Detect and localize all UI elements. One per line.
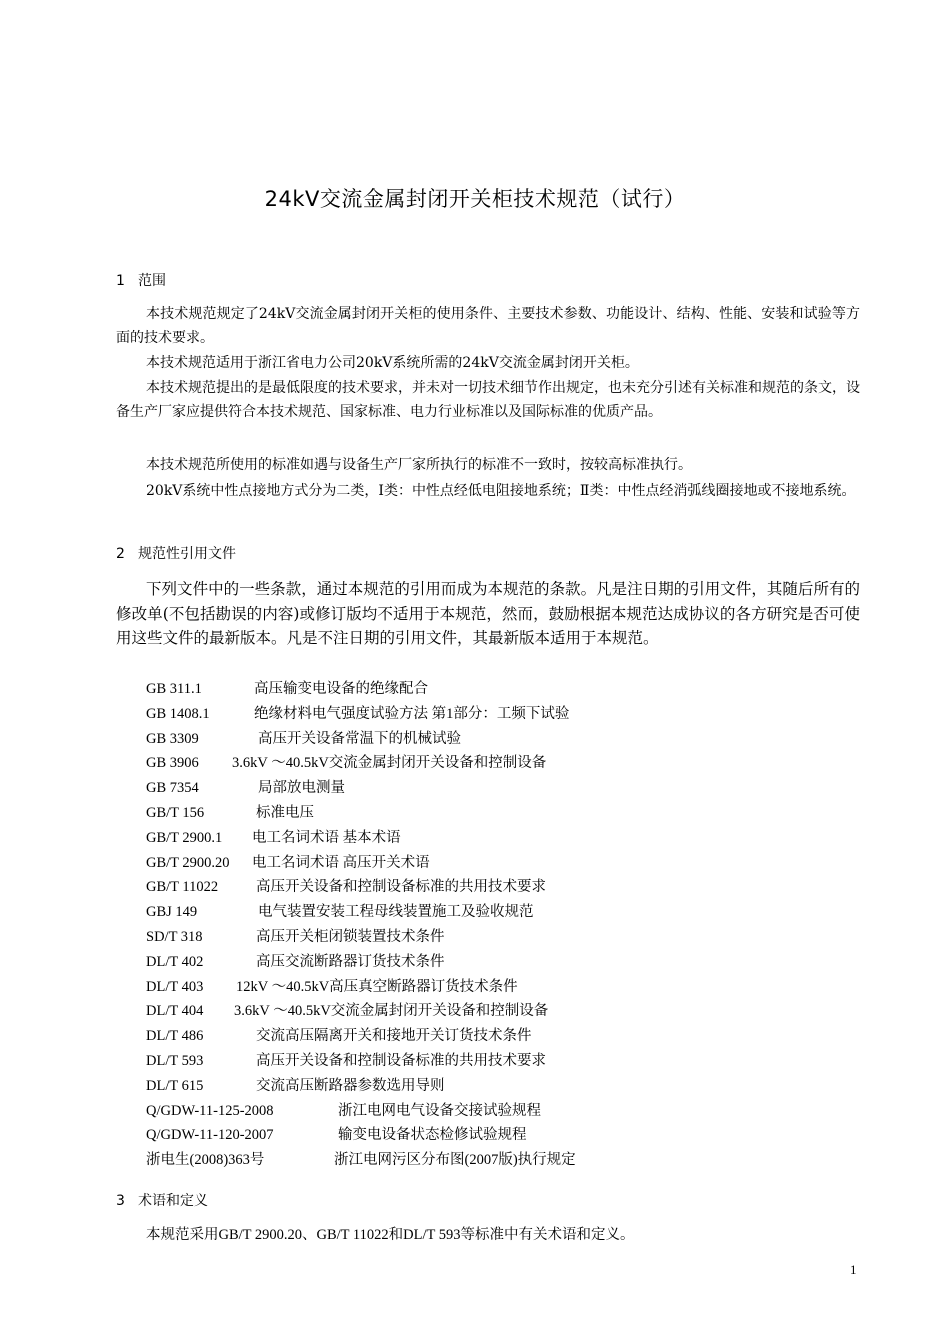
reference-item	[146, 702, 866, 727]
section-heading-scope	[116, 270, 166, 290]
reference-item	[146, 826, 866, 851]
reference-item	[146, 851, 866, 876]
reference-code: DL/T 486	[146, 1028, 204, 1045]
reference-code: Q/GDW-11-125-2008	[146, 1102, 274, 1119]
reference-item	[146, 677, 866, 702]
reference-code: GB/T 156	[146, 804, 205, 821]
reference-name: 输变电设备状态检修试验规程	[338, 1127, 527, 1144]
reference-name: 12kV ～40.5kV高压真空断路器订货技术条件	[236, 978, 518, 995]
reference-code: DL/T 403	[146, 978, 204, 995]
reference-code: GB/T 2900.1	[146, 829, 223, 846]
paragraph: 本技术规范规定了24kV交流金属封闭开关柜的使用条件、主要技术参数、功能设计、结构、性能、安装和试验等方面的技术要求。	[116, 306, 860, 346]
reference-name: 电气装置安装工程母线装置施工及验收规范	[258, 904, 534, 921]
reference-item	[146, 1024, 866, 1049]
reference-item	[146, 999, 866, 1024]
reference-item	[146, 727, 866, 752]
section-number: 2	[116, 546, 125, 562]
reference-code: GBJ 149	[146, 904, 198, 921]
paragraph: 本技术规范适用于浙江省电力公司20kV系统所需的24kV交流金属封闭开关柜。	[146, 355, 639, 371]
reference-code: GB 7354	[146, 780, 199, 797]
reference-code: GB/T 11022	[146, 879, 219, 896]
section-title: 规范性引用文件	[138, 546, 236, 562]
reference-item	[146, 801, 866, 826]
reference-name: 绝缘材料电气强度试验方法 第1部分：工频下试验	[254, 705, 570, 722]
reference-name: 浙江电网污区分布图(2007版)执行规定	[334, 1152, 576, 1169]
paragraph: 20kV系统中性点接地方式分为二类，Ⅰ类：中性点经低电阻接地系统；Ⅱ类：中性点经消弧线圈接地或不接地系统。	[146, 483, 856, 499]
document-title: 24kV交流金属封闭开关柜技术规范（试行）	[264, 187, 686, 211]
reference-code: GB 311.1	[146, 681, 202, 697]
reference-name: 3.6kV ～40.5kV交流金属封闭开关设备和控制设备	[234, 1003, 549, 1020]
reference-item	[146, 1123, 866, 1148]
reference-name: 标准电压	[256, 804, 314, 821]
reference-name: 高压开关柜闭锁装置技术条件	[256, 928, 445, 945]
reference-name: 交流高压隔离开关和接地开关订货技术条件	[256, 1028, 532, 1045]
reference-name: 高压开关设备和控制设备标准的共用技术要求	[256, 879, 546, 896]
reference-name: 高压交流断路器订货技术条件	[256, 953, 445, 970]
paragraph: 下列文件中的一些条款，通过本规范的引用而成为本规范的条款。凡是注日期的引用文件，其随后所有的修改单(不包括勘误的内容)或修订版均不适用于本规范，然而，鼓励根据本规范达成协议的各方研究是否可使用这些文件的最新版本。凡是不注日期的引用文件，其最新版本适用于本规范。	[116, 580, 860, 647]
reference-name: 浙江电网电气设备交接试验规程	[338, 1102, 541, 1119]
reference-code: GB 1408.1	[146, 705, 210, 722]
reference-item	[146, 1148, 866, 1173]
reference-item	[146, 950, 866, 975]
reference-item	[146, 1099, 866, 1124]
reference-code: SD/T 318	[146, 928, 203, 945]
section-title: 术语和定义	[138, 1193, 208, 1209]
reference-item	[146, 751, 866, 776]
reference-item	[146, 776, 866, 801]
paragraph: 本规范采用GB/T 2900.20、GB/T 11022和DL/T 593等标准中有关术语和定义。	[146, 1227, 635, 1243]
reference-name: 交流高压断路器参数选用导则	[256, 1077, 445, 1094]
reference-code: 浙电生(2008)363号	[146, 1152, 265, 1169]
reference-name: 高压开关设备和控制设备标准的共用技术要求	[256, 1052, 546, 1069]
reference-list	[146, 677, 866, 1173]
section-title: 范围	[138, 273, 166, 289]
reference-name: 3.6kV ～40.5kV交流金属封闭开关设备和控制设备	[232, 755, 547, 772]
reference-code: DL/T 404	[146, 1003, 204, 1020]
reference-item	[146, 1074, 866, 1099]
page-number: 1	[850, 1262, 857, 1277]
reference-code: DL/T 615	[146, 1077, 204, 1094]
reference-code: GB/T 2900.20	[146, 854, 230, 871]
reference-name: 电工名词术语 高压开关术语	[252, 854, 430, 871]
reference-name: 高压开关设备常温下的机械试验	[258, 730, 461, 747]
reference-item	[146, 925, 866, 950]
paragraph: 本技术规范所使用的标准如遇与设备生产厂家所执行的标准不一致时，按较高标准执行。	[146, 457, 692, 473]
reference-name: 电工名词术语 基本术语	[252, 829, 401, 846]
reference-code: GB 3906	[146, 755, 199, 772]
section-heading-normative-references	[116, 543, 236, 563]
reference-code: DL/T 402	[146, 953, 204, 970]
reference-item	[146, 1049, 866, 1074]
paragraph: 本技术规范提出的是最低限度的技术要求，并未对一切技术细节作出规定，也未充分引述有关标准和规范的条文，设备生产厂家应提供符合本技术规范、国家标准、电力行业标准以及国际标准的优质产品。	[116, 380, 860, 420]
reference-code: GB 3309	[146, 730, 199, 747]
reference-name: 局部放电测量	[258, 780, 345, 797]
reference-code: DL/T 593	[146, 1052, 204, 1069]
reference-item	[146, 900, 866, 925]
section-heading-terms-and-definitions	[116, 1190, 208, 1210]
section-number: 3	[116, 1193, 125, 1209]
reference-name: 高压输变电设备的绝缘配合	[254, 681, 428, 697]
section-number: 1	[116, 273, 125, 289]
reference-item	[146, 975, 866, 1000]
reference-item	[146, 875, 866, 900]
reference-code: Q/GDW-11-120-2007	[146, 1127, 274, 1144]
